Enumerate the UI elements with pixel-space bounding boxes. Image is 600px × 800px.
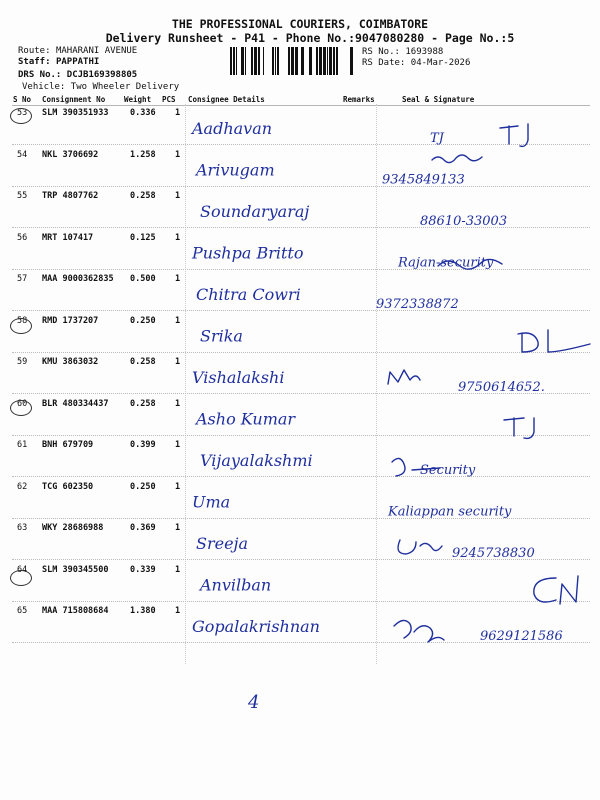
handwritten-note: Rajan-security <box>398 255 494 271</box>
row-pcs: 1 <box>175 440 181 450</box>
handwritten-note: 9345849133 <box>382 172 465 188</box>
row-weight: 0.369 <box>130 523 156 533</box>
row-sno: 55 <box>17 191 28 201</box>
handwritten-name: Vijayalakshmi <box>200 451 313 470</box>
row-weight: 0.339 <box>130 564 156 575</box>
handwritten-name: Anvilban <box>200 575 272 595</box>
row-sno: 61 <box>17 440 28 450</box>
staff-value: PAPPATHI <box>55 57 100 67</box>
col-weight: Weight <box>124 95 152 104</box>
handwritten-note: 9372338872 <box>376 297 459 312</box>
row-consignment: TRP 4807762 <box>42 191 99 201</box>
signature-mark <box>504 418 534 438</box>
rs-no-label: RS No.: <box>362 47 400 57</box>
signature-mark <box>534 576 578 604</box>
rs-date-label: RS Date: <box>362 58 406 68</box>
row-sno: 62 <box>17 481 28 492</box>
row-circle-58 <box>10 315 32 334</box>
row-weight: 0.250 <box>130 481 156 492</box>
row-sno: 58 <box>17 315 28 326</box>
row-consignment: TCG 602350 <box>42 481 94 492</box>
signature-mark <box>518 330 590 352</box>
row-sno: 56 <box>17 232 28 243</box>
handwritten-name: Vishalakshi <box>192 368 285 387</box>
handwritten-name: Arivugam <box>196 160 275 180</box>
col-remarks: Remarks <box>343 95 375 104</box>
row-pcs: 1 <box>175 315 181 326</box>
row-consignment: MAA 715808684 <box>42 606 109 616</box>
row-sno: 53 <box>17 108 28 118</box>
row-weight: 0.336 <box>130 108 156 118</box>
row-weight: 0.125 <box>130 232 156 243</box>
handwritten-name: Uma <box>192 492 231 512</box>
row-circle-60 <box>10 400 32 416</box>
row-pcs: 1 <box>175 108 181 118</box>
row-consignment: SLM 390351933 <box>42 108 109 118</box>
handwritten-note: 9629121586 <box>480 629 563 644</box>
row-weight: 0.399 <box>130 440 156 450</box>
signature-mark <box>432 155 482 163</box>
row-circle-53 <box>10 108 32 124</box>
row-weight: 0.258 <box>130 357 156 367</box>
drs-label: DRS No.: <box>18 70 62 80</box>
row-consignment: RMD 1737207 <box>42 315 99 326</box>
handwritten-name: Srika <box>200 326 243 346</box>
row-consignment: WKY 28686988 <box>42 523 104 533</box>
drs-value: DCJB169398805 <box>66 70 138 80</box>
row-sno: 65 <box>17 606 28 616</box>
row-pcs: 1 <box>175 398 181 409</box>
sheet-title: THE PROFESSIONAL COURIERS, COIMBATORE <box>171 17 429 31</box>
signature-mark <box>398 540 442 554</box>
row-pcs: 1 <box>175 357 181 367</box>
row-consignment: KMU 3863032 <box>42 357 99 367</box>
signature-mark <box>394 620 444 642</box>
page-mark: 4 <box>248 692 260 713</box>
row-consignment: MRT 107417 <box>42 232 94 243</box>
rs-date-value: 04-Mar-2026 <box>410 58 471 68</box>
handwritten-name: Aadhavan <box>192 119 273 138</box>
row-consignment: BNH 679709 <box>42 440 94 450</box>
row-consignment: NKL 3706692 <box>42 149 99 160</box>
staff-label: Staff: <box>18 57 51 67</box>
vehicle-label: Vehicle: <box>22 82 66 92</box>
handwritten-note: 9750614652. <box>458 380 545 395</box>
handwritten-name: Gopalakrishnan <box>192 617 320 636</box>
row-weight: 0.250 <box>130 315 156 326</box>
row-weight: 0.500 <box>130 274 156 284</box>
col-pcs: PCS <box>162 95 176 104</box>
row-sno: 54 <box>17 149 28 160</box>
handwritten-name: Asho Kumar <box>196 409 296 429</box>
handwritten-note: Security <box>420 463 476 478</box>
row-pcs: 1 <box>175 564 181 575</box>
vehicle-value: Two Wheeler Delivery <box>70 82 180 92</box>
row-pcs: 1 <box>175 274 181 284</box>
handwritten-note: TJ <box>430 131 444 146</box>
col-consignee: Consignee Details <box>188 95 265 104</box>
row-sno: 63 <box>17 523 28 533</box>
row-consignment: SLM 390345500 <box>42 564 109 575</box>
row-sno: 60 <box>17 398 28 409</box>
col-seal: Seal & Signature <box>402 95 475 104</box>
route-label: Route: <box>18 46 51 56</box>
row-sno: 57 <box>17 274 28 284</box>
row-pcs: 1 <box>175 523 181 533</box>
row-weight: 0.258 <box>130 398 156 409</box>
sheet-subtitle: Delivery Runsheet - P41 - Phone No.:9047080280 - Page No.:5 <box>105 31 515 45</box>
row-consignment: BLR 480334437 <box>42 398 109 409</box>
handwritten-name: Pushpa Britto <box>192 243 304 263</box>
handwritten-note: Kaliappan security <box>388 504 512 520</box>
route-value: MAHARANI AVENUE <box>55 46 138 56</box>
row-sno: 64 <box>17 564 28 575</box>
handwritten-note: 88610-33003 <box>420 214 508 229</box>
row-weight: 1.258 <box>130 149 156 160</box>
row-pcs: 1 <box>175 191 181 201</box>
signature-mark <box>500 124 528 146</box>
handwritten-name: Chitra Cowri <box>196 285 301 304</box>
row-pcs: 1 <box>175 232 181 243</box>
row-pcs: 1 <box>175 606 181 616</box>
col-consignment: Consignment No <box>42 95 106 104</box>
rs-no-value: 1693988 <box>405 47 444 57</box>
row-circle-64 <box>10 570 32 586</box>
row-weight: 1.380 <box>130 606 156 616</box>
handwritten-name: Soundaryaraj <box>200 202 310 221</box>
handwritten-name: Sreeja <box>196 534 249 553</box>
row-sno: 59 <box>17 357 28 367</box>
col-sno: S No <box>13 95 32 104</box>
row-pcs: 1 <box>175 149 181 160</box>
signature-mark <box>388 370 420 384</box>
row-weight: 0.258 <box>130 191 156 201</box>
row-consignment: MAA 9000362835 <box>42 274 114 284</box>
handwritten-note: 9245738830 <box>452 546 535 561</box>
row-pcs: 1 <box>175 481 181 492</box>
